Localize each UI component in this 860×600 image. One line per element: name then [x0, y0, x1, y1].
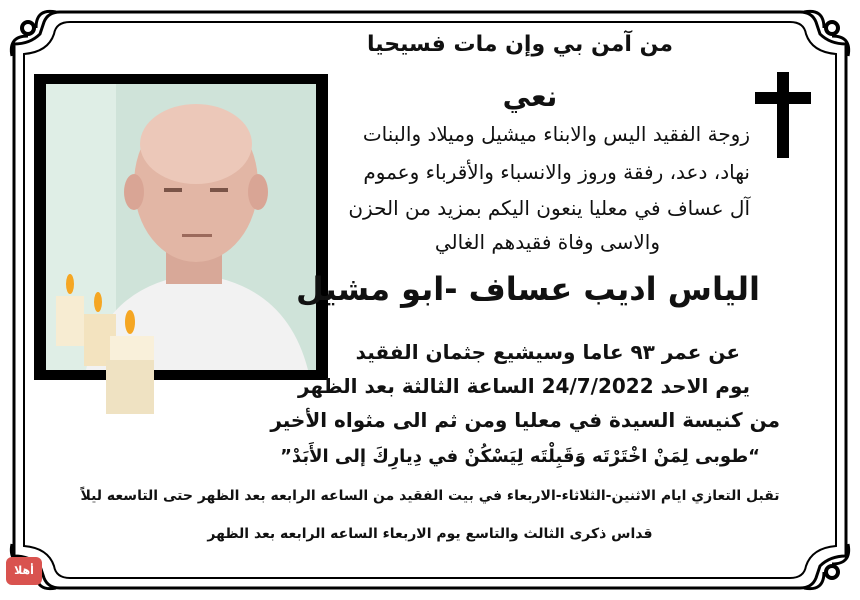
deceased-photo: [46, 84, 316, 370]
family-line: زوجة الفقيد اليس والابناء ميشيل وميلاد والبنات: [362, 122, 750, 146]
candle-icon: [46, 84, 316, 370]
family-line: نهاد، دعد، رفقة وروز والانسباء والأقرباء وعموم: [363, 160, 750, 184]
candle-base: [104, 360, 156, 420]
family-line: والاسى وفاة فقيدهم الغالي: [434, 230, 660, 254]
bible-verse: من آمن بي وإن مات فسيحيا: [366, 32, 674, 57]
deceased-name: الياس اديب عساف -ابو مشيل: [296, 270, 760, 308]
condolences-note: تقبل التعازي ايام الاثنين-الثلاثاء-الاربعاء في بيت الفقيد من الساعه الرابعه بعد الظهر حتى التاسعه ليلاً: [80, 488, 780, 504]
family-line: آل عساف في معليا ينعون اليكم بمزيد من الحزن: [348, 196, 750, 220]
detail-line: من كنيسة السيدة في معليا ومن ثم الى مثواه الأخير: [270, 408, 780, 432]
detail-line: يوم الاحد 24/7/2022 الساعة الثالثة بعد الظهر: [298, 374, 750, 398]
site-logo-badge: أهلا: [6, 557, 42, 585]
memorial-mass-note: قداس ذكرى الثالث والتاسع يوم الاربعاء الساعه الرابعه بعد الظهر: [207, 526, 653, 542]
scripture-quote: “طوبى لِمَنْ اخْتَرْتَه وَقَبِلْتَه لِيَسْكُنْ في دِيارِكَ إلى الأَبَدْ”: [280, 446, 760, 467]
deceased-photo-frame: [34, 74, 328, 380]
detail-line: عن عمر ٩٣ عاما وسيشيع جثمان الفقيد: [355, 340, 740, 364]
page-title: نعي: [502, 80, 558, 113]
cross-icon: [755, 72, 811, 158]
